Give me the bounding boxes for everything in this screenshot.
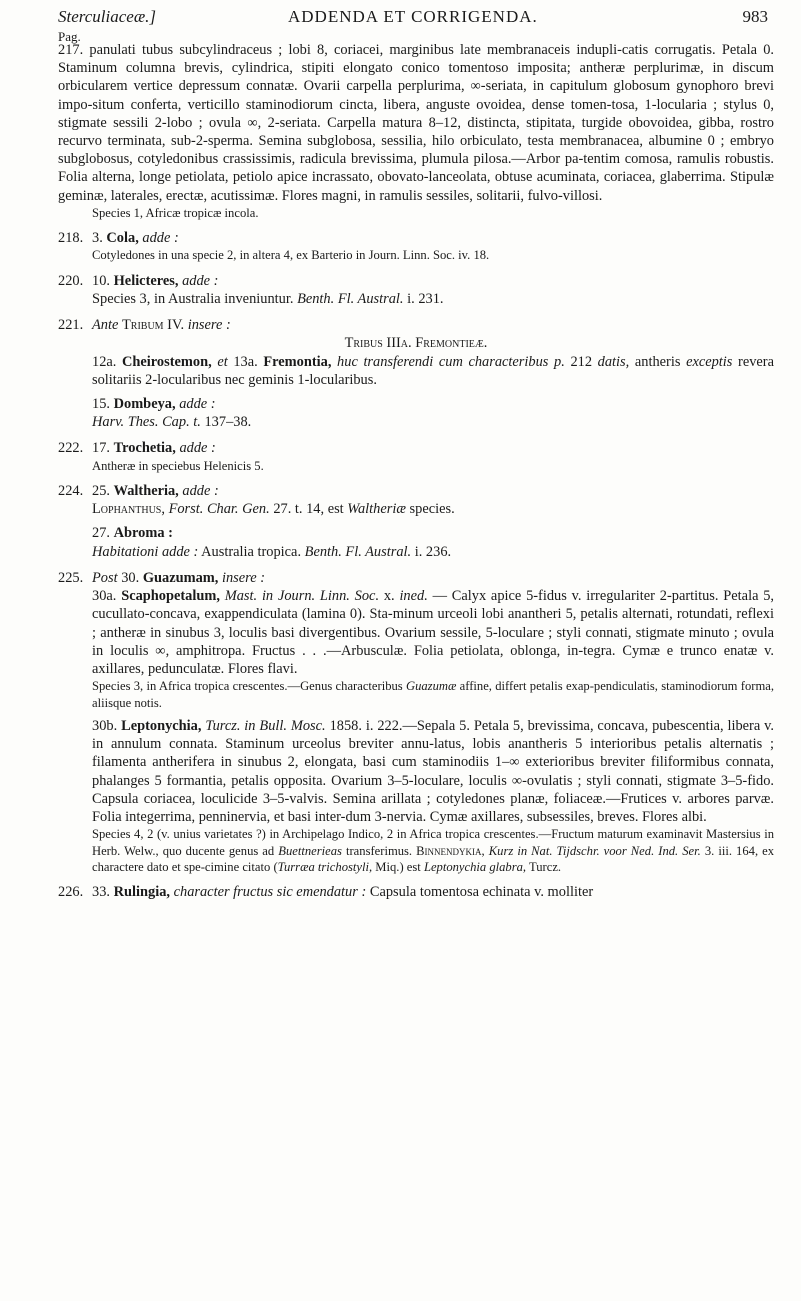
text: Capsula tomentosa echinata v. molliter [369,884,594,901]
entry-220-text [58,290,774,308]
genus-name: Dombeya, [113,396,176,413]
text: affine, differt petalis exap-pendiculatis, staminodiorum forma, aliisque notis. [92,679,774,710]
text: Species 3, in Australia inveniuntur. [92,291,294,308]
genus-number: 30a. [92,588,117,605]
entry-217-num: 217. [58,42,84,58]
tribe-number: IV. [167,317,185,334]
action: adde : [179,440,216,457]
genus-italic: Guazumæ [405,679,457,694]
genus-number: 30. [121,569,140,586]
synonym: Lophanthus, [92,501,165,518]
pag-label: Pag. [58,29,81,44]
reference: Turcz. in Bull. Mosc. [205,717,326,734]
text: transferimus. [345,843,413,858]
habitat-label: Habitationi adde : [92,543,199,560]
genus-number: 3. [92,230,103,247]
reference-page: 3. iii. 164, ex charactere dato et spe-cimine citato ( [92,843,775,874]
reference: Forst. Char. Gen. [168,501,270,518]
ined: ined. [399,588,428,605]
action: adde : [142,230,179,247]
text: species. [409,501,455,518]
habitat: Australia tropica. [201,543,302,560]
reference-page: 27. t. 14, est [273,501,344,518]
entry-217-species: Species 1, Africæ tropicæ incola. [92,205,259,220]
entry-222-text: Antheræ in speciebus Helenicis 5. [92,458,264,473]
reference-page: i. 236. [414,543,452,560]
tribe-italic: Buettnerieas [278,843,342,858]
reference: Journ. Linn. Soc. [277,588,380,605]
genus-number: 12a. [92,353,117,370]
reference-page: i. 231. [407,291,444,308]
insere: insere : [221,569,266,586]
genus-number: 30b. [92,717,118,734]
ante: Ante [92,317,119,334]
reference-page: 137–38. [204,414,252,431]
entry-218 [58,229,774,264]
text: Species 3, in Africa tropica crescentes.—Genus characteribus [92,679,403,694]
reference-page: 1858. i. 222. [329,717,403,734]
entry-222-num: 222. [58,440,84,457]
genus-number: 25. [92,483,110,500]
entry-224 [58,482,774,561]
reference: Kurz in Nat. Tijdschr. voor Ned. Ind. Ser. [488,843,701,858]
genus-name: Cheirostemon, [122,353,212,370]
entry-222 [58,439,774,474]
reference: Benth. Fl. Austral. [304,543,412,560]
entry-221-num: 221. [58,317,84,334]
entry-225-num: 225. [58,569,84,586]
transfer-note: huc transferendi cum characteribus p. [337,353,565,370]
genus-name: Rulingia, [113,884,170,901]
entry-218-num: 218. [58,230,84,247]
genus-name: Helicteres, [113,272,179,289]
genus-italic: Waltheriæ [347,501,406,518]
text: Species 4, 2 (v. unius varietates ?) in Archipelago Indico, 2 in Africa tropica crescentes.—Fructum maturum examinavit Mastersius in Herb. Welw., quo ducente genus ad [92,827,774,858]
insere: insere : [187,317,231,334]
header-title: ADDENDA ET CORRIGENDA. [288,7,538,26]
description: — Calyx apice 5-fidus v. irregulariter 2-partitus. Petala 5, cucullato-concava, exappendiculata (lamina 0). Sta-minum urceoli lobi anantheri 5, petalis alternati, rotundati, reflexi ; antheræ in sinubus 3, loculis basi divergentibus. Ovarium sessile, 5-loculare ; styli connati, stigmate minuto ; ovula in loculis ∞, amphitropa. Fructus . . .—Arbusculæ. Folia petiolata, oblonga, in-tegra. Cymæ e trunco enatæ v. axillares, pedunculatæ. Flores flavi. [92,588,775,677]
genus-number: 17. [92,440,110,457]
entry-226 [58,883,774,901]
entry-224-num: 224. [58,483,84,500]
species-italic: Turræa trichostyli, [277,859,373,874]
leptonychia-text [58,717,774,826]
genus-number: 15. [92,396,110,413]
tribum: Tribum [121,317,164,334]
header-family: Sterculiaceæ.] [58,7,157,26]
author: Mast. [224,588,258,605]
entry-226-num: 226. [58,884,84,901]
description: —Sepala 5. Petala 5, brevissima, concava, pubescentia, libera v. in annulum connata. Staminum urceolus breviter annu-latus, lobis anantheris 5 interioribus petalis alternatis ; filamenta antherifera in sinubus 2, elongata, basi cum staminodiis 1–∞ exterioribus breviter filiformibus connata, phalanges 5 formantia, petalis opposita. Ovarium 3–5-loculare, loculis ∞-ovulatis ; styli connati, stigmate 3–5-fido. Capsula coriacea, loculicide 3–5-valvis. Semina arillata ; cotyledones planæ, foliaceæ.—Frutices v. arbores parvæ. Folia integerrima, penninervia, et basi inter-dum 3-nervia. Cymæ axillares, subsessiles, breves. Flores albi. [92,717,774,825]
genus-name: Scaphopetalum, [121,588,220,605]
text: revera solitariis 2-locularibus nec geminis 1-locularibus. [92,353,774,388]
text: antheris [634,353,681,370]
exceptis: exceptis [686,353,733,370]
entry-218-text: Cotyledones in una specie 2, in altera 4, ex Barterio in Journ. Linn. Soc. iv. 18. [92,248,490,263]
genus-number: 33. [92,884,110,901]
genus-name: Cola, [106,230,139,247]
author: Miq.) est [375,859,421,874]
scaphopetalum-text [58,587,774,678]
genus-name: Guazumam, [142,569,219,586]
reference-volume: x. [383,588,395,605]
entry-221 [58,316,774,431]
reference: Harv. Thes. Cap. t. [92,414,201,431]
page-ref: 212 [570,353,593,370]
genus-name: Fremontia, [263,353,332,370]
genus-number: 13a. [233,353,258,370]
running-header [58,7,768,29]
leptonychia-note [58,826,774,875]
in: in [261,588,274,605]
page-body [58,41,774,902]
action: adde : [182,272,219,289]
header-page-number: 983 [742,7,768,26]
action: adde : [179,396,216,413]
post: Post [92,569,118,586]
reference: Benth. Fl. Austral. [297,291,404,308]
entry-221-text [58,353,774,389]
entry-220-num: 220. [58,272,84,289]
species-italic: Leptonychia glabra, [423,859,527,874]
tribe-title: Tribus IIIa. Fremontieæ. [344,335,488,352]
author: Turcz. [529,859,562,874]
genus-name: Trochetia, [113,440,176,457]
entry-217 [58,41,774,221]
synonym: Binnendykia, [416,843,485,858]
entry-217-body: panulati tubus subcylindraceus ; lobi 8, coriacei, marginibus late membranaceis indupli-catis corrugatis. Petala 0. Staminum columna brevis, cylindrica, stipiti elongato conico tomentoso imposita; antheræ perplurimæ, in discum orbicularem vertice depressum connatæ. Ovarii carpella perplurima, ∞-seriata, in capitulum globosum gynophoro brevi impo-situm conferta, verticillo staminodiorum cincta, libera, anguste ovoidea, dense tomen-tosa, 1-locularia ; stylus 0, stigmate sessili 2-lobo ; ovula ∞, 2-seriata. Carpella matura 8–12, distincta, stipitata, turgide obovoidea, gibba, rostro recurvo terminata, sub-2-sperma. Semina subglobosa, sessilia, hilo orbiculato, testa membranacea, albumine 0 ; embryo subglobosus, cotyledonibus crassissimis, radicula brevissima, plumula pilosa.—Arbor pa-tentim comosa, ramulis robustis. Folia alterna, longe petiolata, petiolo apice incrassato, obovato-lanceolata, obtuse acuminata, coriacea, glaberrima. Stipulæ geminæ, laterales, erectæ, acutissimæ. Flores magni, in ramulis sessiles, solitarii, fulvo-villosi. [58,42,774,204]
entry-220 [58,272,774,308]
genus-name: Abroma : [113,525,173,542]
datis: datis, [597,353,630,370]
genus-number: 10. [92,272,110,289]
action: adde : [182,483,219,500]
genus-name: Leptonychia, [121,717,202,734]
entry-217-text [58,41,774,205]
character-note: character fructus sic emendatur : [173,884,367,901]
genus-number: 27. [92,525,110,542]
et: et [217,353,228,370]
genus-name: Waltheria, [113,483,179,500]
entry-225 [58,569,774,875]
scaphopetalum-note [58,678,774,711]
